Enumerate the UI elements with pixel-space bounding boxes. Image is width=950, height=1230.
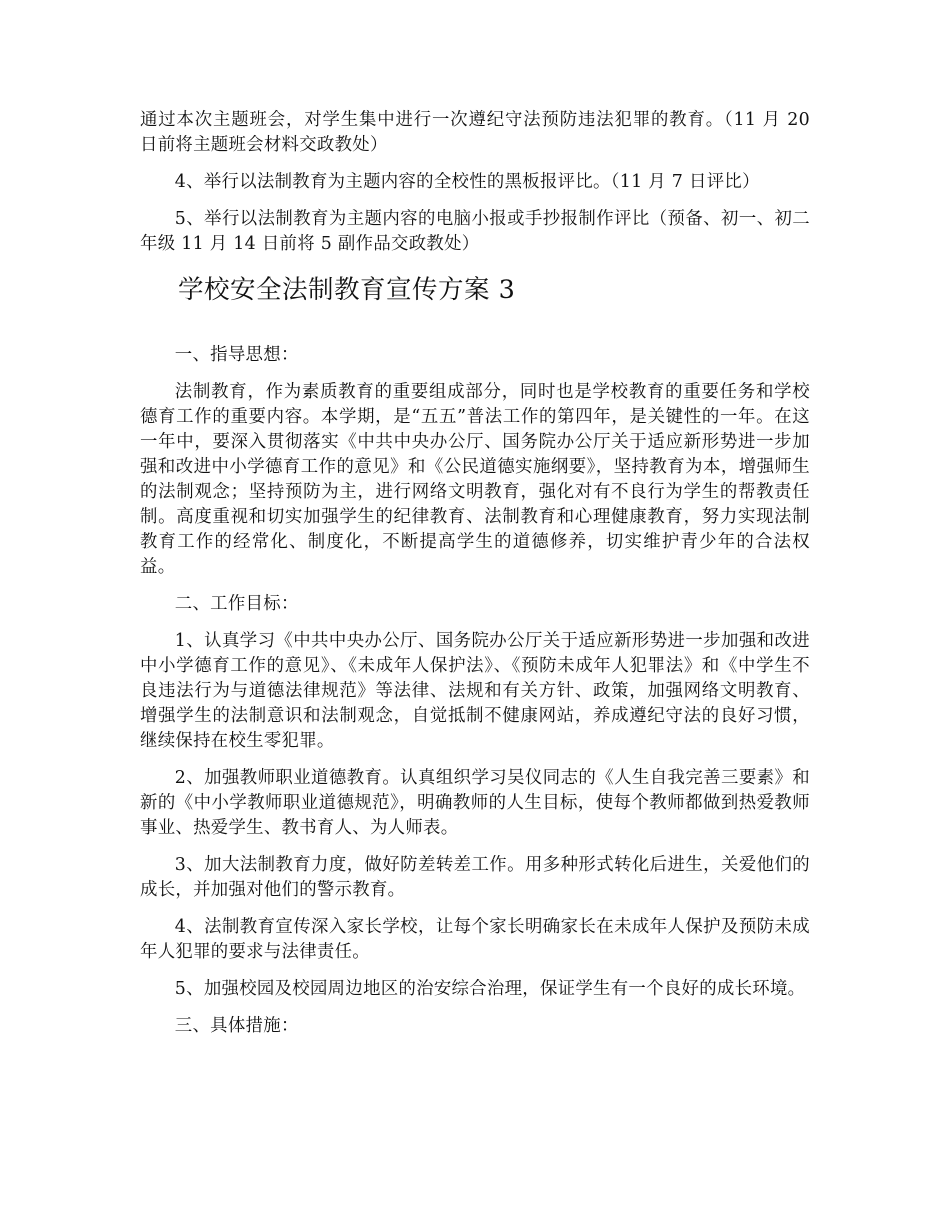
paragraph-blackboard-contest: 4、举行以法制教育为主题内容的全校性的黑板报评比。（11 月 7 日评比） — [174, 172, 760, 192]
document-page — [140, 108, 810, 1051]
paragraph-guiding-ideology: 法制教育，作为素质教育的重要组成部分，同时也是学校教育的重要任务和学校德育工作的重要内容。本学期，是“五五”普法工作的第四年，是关键性的一年。在这一年中，要深入贯彻落实《中共中央办公厅、国务院办公厅关于适应新形势进一步加强和改进中小学德育工作的意见》和《公民道德实施纲要》，坚持教育为本，增强师生的法制观念；坚持预防为主，进行网络文明教育，强化对有不良行为学生的帮教责任制。高度重视和切实加强学生的纪律教育、法制教育和心理健康教育，努力实现法制教育工作的经常化、制度化，不断提高学生的道德修养，切实维护青少年的合法权益。 — [140, 382, 810, 577]
paragraph-newspaper-contest: 5、举行以法制教育为主题内容的电脑小报或手抄报制作评比（预备、初一、初二年级 11 月 14 日前将 5 副作品交政教处） — [140, 209, 810, 254]
heading-work-goals: 二、工作目标： — [174, 594, 299, 614]
paragraph-goal-3: 3、加大法制教育力度，做好防差转差工作。用多种形式转化后进生，关爱他们的成长，并加强对他们的警示教育。 — [140, 855, 810, 900]
paragraph-goal-4: 4、法制教育宣传深入家长学校，让每个家长明确家长在未成年人保护及预防未成年人犯罪的要求与法律责任。 — [140, 917, 810, 962]
paragraph-goal-5: 5、加强校园及校园周边地区的治安综合治理，保证学生有一个良好的成长环境。 — [174, 979, 806, 999]
paragraph-goal-1: 1、认真学习《中共中央办公厅、国务院办公厅关于适应新形势进一步加强和改进中小学德育工作的意见》、《未成年人保护法》、《预防未成年人犯罪法》和《中学生不良违法行为与道德法律规范》等法律、法规和有关方针、政策，加强网络文明教育、增强学生的法制意识和法制观念，自觉抵制不健康网站，养成遵纪守法的良好习惯，继续保持在校生零犯罪。 — [140, 631, 810, 751]
heading-specific-measures: 三、具体措施： — [174, 1016, 299, 1036]
section-title: 学校安全法制教育宣传方案 3 — [178, 275, 516, 305]
heading-guiding-ideology: 一、指导思想： — [174, 345, 299, 365]
paragraph-goal-2: 2、加强教师职业道德教育。认真组织学习吴仪同志的《人生自我完善三要素》和新的《中小学教师职业道德规范》，明确教师的人生目标，使每个教师都做到热爱教师事业、热爱学生、教书育人、为人师表。 — [140, 768, 810, 838]
paragraph-class-meeting: 通过本次主题班会，对学生集中进行一次遵纪守法预防违法犯罪的教育。（11 月 20 日前将主题班会材料交政教处） — [140, 110, 810, 155]
